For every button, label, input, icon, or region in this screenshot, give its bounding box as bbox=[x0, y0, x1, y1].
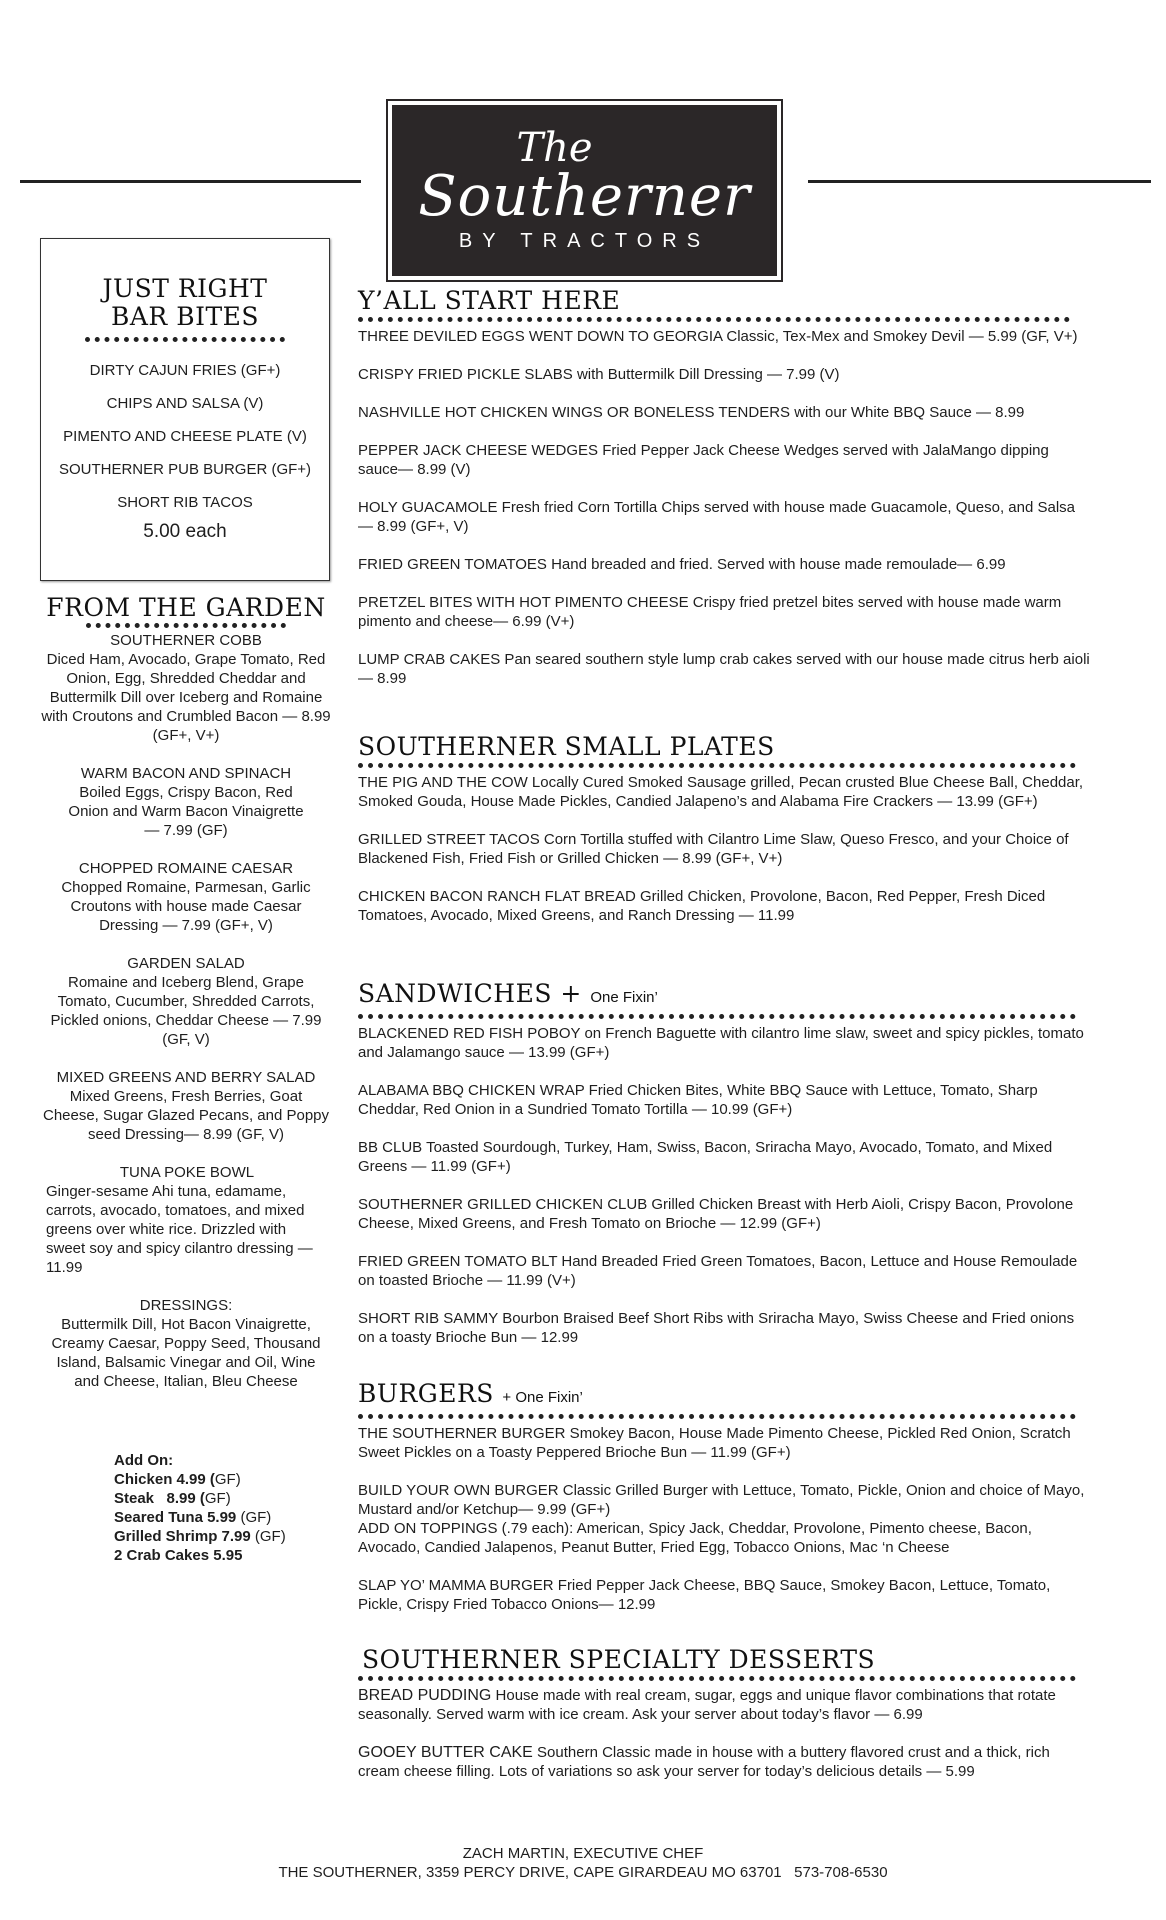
sandwiches-title: SANDWICHES + One Fixin’ bbox=[358, 979, 658, 1008]
footer-address: THE SOUTHERNER, 3359 PERCY DRIVE, CAPE GIRARDEAU MO 63701 573-708-6530 bbox=[278, 1864, 888, 1881]
header-rule-left bbox=[20, 180, 361, 183]
starters-section bbox=[358, 287, 1090, 707]
salad-name: TUNA POKE BOWL bbox=[119, 1164, 255, 1181]
salad-desc: Boiled Eggs, Crispy Bacon, Red Onion and Warm Bacon Vinaigrette — 7.99 (GF) bbox=[68, 784, 304, 839]
small-plates-section bbox=[358, 733, 1090, 944]
dotted-divider bbox=[358, 1414, 1076, 1419]
footer bbox=[0, 1844, 1166, 1882]
starters-title: Y’ALL START HERE bbox=[358, 286, 621, 315]
menu-item: LUMP CRAB CAKES Pan seared southern style lump crab cakes served with our house made citrus herb aioli— 8.99 bbox=[358, 651, 1090, 687]
menu-item: CHICKEN BACON RANCH FLAT BREAD Grilled Chicken, Provolone, Bacon, Red Pepper, Fresh Diced Tomatoes, Avocado, Mixed Greens, and Ranch Dressing — 11.99 bbox=[358, 888, 1046, 924]
salad-name: GARDEN SALAD bbox=[127, 955, 245, 972]
menu-item: BB CLUB Toasted Sourdough, Turkey, Ham, Swiss, Bacon, Sriracha Mayo, Avocado, Tomato, and Mixed Greens — 11.99 (GF+) bbox=[358, 1139, 1053, 1175]
small-plates-title: SOUTHERNER SMALL PLATES bbox=[358, 732, 775, 761]
dotted-divider bbox=[358, 1014, 1076, 1019]
menu-item: HOLY GUACAMOLE Fresh fried Corn Tortilla Chips served with house made Guacamole, Queso, and Salsa — 8.99 (GF+, V) bbox=[358, 499, 1075, 535]
menu-item: PEPPER JACK CHEESE WEDGES Fried Pepper Jack Cheese Wedges served with JalaMango dipping sauce— 8.99 (V) bbox=[358, 442, 1049, 478]
sandwiches-section bbox=[358, 980, 1090, 1366]
salad-item bbox=[40, 1068, 332, 1144]
dotted-divider bbox=[86, 623, 286, 628]
salad-name: WARM BACON AND SPINACH bbox=[80, 765, 292, 782]
add-on-item: Steak 8.99 (GF) bbox=[114, 1490, 231, 1507]
dressings bbox=[40, 1296, 332, 1391]
salad-name: CHOPPED ROMAINE CAESAR bbox=[78, 860, 294, 877]
menu-item: BLACKENED RED FISH POBOY on French Baguette with cilantro lime slaw, sweet and spicy pickles, tomato and Jalamango sauce — 13.99 (GF+) bbox=[358, 1025, 1084, 1061]
dressings-list: Buttermilk Dill, Hot Bacon Vinaigrette, Creamy Caesar, Poppy Seed, Thousand Island, Balsamic Vinegar and Oil, Wine and Cheese, Italian, Bleu Cheese bbox=[51, 1316, 321, 1390]
menu-item: CRISPY FRIED PICKLE SLABS with Buttermilk Dill Dressing — 7.99 (V) bbox=[358, 366, 840, 383]
menu-item: SHORT RIB SAMMY Bourbon Braised Beef Short Ribs with Sriracha Mayo, Swiss Cheese and Fried onions on a toasty Brioche Bun — 12.99 bbox=[358, 1310, 1075, 1346]
burgers-title: BURGERS + One Fixin’ bbox=[358, 1379, 583, 1408]
add-on-item: Chicken 4.99 (GF) bbox=[114, 1471, 241, 1488]
salad-name: MIXED GREENS AND BERRY SALAD bbox=[56, 1069, 316, 1086]
salad-item bbox=[40, 631, 332, 745]
logo-the: The bbox=[516, 125, 593, 171]
garden-title: FROM THE GARDEN bbox=[46, 593, 326, 622]
bar-bite-item: CHIPS AND SALSA (V) bbox=[106, 395, 264, 412]
menu-item: SOUTHERNER GRILLED CHICKEN CLUB Grilled Chicken Breast with Herb Aioli, Crispy Bacon, Provolone Cheese, Mixed Greens, and Fresh Tomato on Brioche — 12.99 (GF+) bbox=[358, 1196, 1074, 1232]
add-on-title: Add On: bbox=[114, 1452, 174, 1469]
salad-desc: Romaine and Iceberg Blend, Grape Tomato, Cucumber, Shredded Carrots, Pickled onions, Cheddar Cheese — 7.99 (GF, V) bbox=[50, 974, 322, 1048]
menu-item: THREE DEVILED EGGS WENT DOWN TO GEORGIA Classic, Tex-Mex and Smokey Devil — 5.99 (GF, V+) bbox=[358, 328, 1078, 345]
menu-item: SLAP YO’ MAMMA BURGER Fried Pepper Jack Cheese, BBQ Sauce, Smokey Bacon, Lettuce, Tomato, Pickle, Crispy Fried Tobacco Onions— 12.99 bbox=[358, 1577, 1051, 1613]
desserts-section bbox=[358, 1646, 1090, 1800]
salad-item bbox=[40, 1163, 332, 1277]
logo-by-tractors: BY TRACTORS bbox=[458, 230, 711, 252]
salad-item bbox=[40, 954, 332, 1049]
add-on-item: Grilled Shrimp 7.99 (GF) bbox=[114, 1528, 286, 1545]
menu-item: THE SOUTHERNER BURGER Smokey Bacon, House Made Pimento Cheese, Pickled Red Onion, Scratch Sweet Pickles on a Toasty Peppered Brioche Bun — 11.99 (GF+) bbox=[358, 1425, 1071, 1461]
salad-item bbox=[40, 859, 332, 935]
header-rule-right bbox=[808, 180, 1151, 183]
menu-item: THE PIG AND THE COW Locally Cured Smoked Sausage grilled, Pecan crusted Blue Cheese Ball, Cheddar, Smoked Gouda, House Made Pickles, Candied Jalapeno’s and Alabama Fire Crackers — 13.99 (GF+) bbox=[358, 774, 1084, 810]
footer-chef: ZACH MARTIN, EXECUTIVE CHEF bbox=[462, 1845, 704, 1862]
bar-bites-price: 5.00 each bbox=[143, 521, 227, 542]
dotted-divider bbox=[85, 337, 285, 342]
salad-desc: Ginger-sesame Ahi tuna, edamame, carrots, avocado, tomatoes, and mixed greens over white rice. Drizzled with sweet soy and spicy cilantro dressing — 11.99 bbox=[46, 1183, 313, 1276]
bar-bites-title: JUST RIGHT BAR BITES bbox=[102, 274, 268, 331]
menu-item: BUILD YOUR OWN BURGER Classic Grilled Burger with Lettuce, Tomato, Pickle, Onion and choice of Mayo, Mustard and/or Ketchup— 9.99 (GF+) ADD ON TOPPINGS (.79 each): American, Spicy Jack, Cheddar, Provolone, Pimento cheese, Bacon, Avocado, Candied Jalapenos, Peanut Butter, Fried Egg, Tobacco Onions, Mac ‘n Cheese bbox=[358, 1481, 1090, 1557]
desserts-title: SOUTHERNER SPECIALTY DESSERTS bbox=[362, 1645, 876, 1674]
salad-item bbox=[40, 764, 332, 840]
menu-item: FRIED GREEN TOMATO BLT Hand Breaded Fried Green Tomatoes, Bacon, Lettuce and House Remoulade on toasted Brioche — 11.99 (V+) bbox=[358, 1253, 1078, 1289]
menu-item: PRETZEL BITES WITH HOT PIMENTO CHEESE Crispy fried pretzel bites served with house made warm pimento and cheese— 6.99 (V+) bbox=[358, 594, 1062, 630]
bar-bite-item: DIRTY CAJUN FRIES (GF+) bbox=[89, 362, 281, 379]
logo-southerner: Southerner bbox=[418, 164, 751, 229]
menu-item: FRIED GREEN TOMATOES Hand breaded and fried. Served with house made remoulade— 6.99 bbox=[358, 556, 1006, 573]
bar-bite-item: PIMENTO AND CHEESE PLATE (V) bbox=[63, 428, 307, 445]
salad-desc: Chopped Romaine, Parmesan, Garlic Croutons with house made Caesar Dressing — 7.99 (GF+, V) bbox=[61, 879, 311, 934]
menu-item: ALABAMA BBQ CHICKEN WRAP Fried Chicken Bites, White BBQ Sauce with Lettuce, Tomato, Sharp Cheddar, Red Onion in a Sundried Tomato Tortilla — 10.99 (GF+) bbox=[358, 1082, 1038, 1118]
add-on-list bbox=[114, 1451, 286, 1565]
salad-desc: Mixed Greens, Fresh Berries, Goat Cheese, Sugar Glazed Pecans, and Poppy seed Dressing— 8.99 (GF, V) bbox=[42, 1088, 330, 1143]
bar-bite-item: SHORT RIB TACOS bbox=[117, 494, 253, 511]
salad-name: SOUTHERNER COBB bbox=[110, 632, 262, 649]
salad-desc: Diced Ham, Avocado, Grape Tomato, Red Onion, Egg, Shredded Cheddar and Buttermilk Dill over Iceberg and Romaine with Croutons and Crumbled Bacon — 8.99 (GF+, V+) bbox=[41, 651, 331, 744]
add-on-item: 2 Crab Cakes 5.95 bbox=[114, 1547, 243, 1564]
bar-bite-item: SOUTHERNER PUB BURGER (GF+) bbox=[58, 461, 312, 478]
burger-toppings: ADD ON TOPPINGS (.79 each): American, Spicy Jack, Cheddar, Provolone, Pimento cheese, Bacon, Avocado, Candied Jalapenos, Peanut Butter, Fried Egg, Tobacco Onions, Mac ‘n Cheese bbox=[358, 1520, 1032, 1556]
menu-item: NASHVILLE HOT CHICKEN WINGS OR BONELESS TENDERS with our White BBQ Sauce — 8.99 bbox=[358, 404, 1025, 421]
dotted-divider bbox=[358, 1676, 1076, 1681]
dotted-divider bbox=[358, 763, 1076, 768]
logo bbox=[386, 99, 783, 282]
menu-item: GRILLED STREET TACOS Corn Tortilla stuffed with Cilantro Lime Slaw, Queso Fresco, and your Choice of Blackened Fish, Fried Fish or Grilled Chicken — 8.99 (GF+, V+) bbox=[358, 831, 1069, 867]
dotted-divider bbox=[358, 317, 1070, 322]
garden-section bbox=[40, 593, 332, 1410]
bar-bites-box bbox=[40, 238, 330, 581]
add-on-item: Seared Tuna 5.99 (GF) bbox=[114, 1509, 272, 1526]
dressings-title: DRESSINGS: bbox=[139, 1297, 233, 1314]
burgers-section bbox=[358, 1380, 1090, 1633]
dessert-item: BREAD PUDDING House made with real cream, sugar, eggs and unique flavor combinations that rotate seasonally. Served warm with ice cream. Ask your server about today’s flavor — 6.99 bbox=[358, 1687, 1056, 1723]
dessert-item: GOOEY BUTTER CAKE Southern Classic made in house with a buttery flavored crust and a thick, rich cream cheese filling. Lots of variations so ask your server for today’s delicious details — 5.99 bbox=[358, 1744, 1050, 1780]
